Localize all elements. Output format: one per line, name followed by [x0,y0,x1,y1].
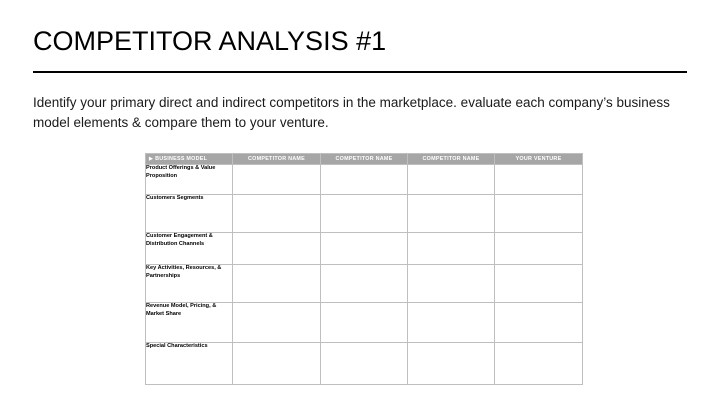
cell-r5-c3[interactable] [408,343,495,385]
slide-subtitle: Identify your primary direct and indirect competitors in the marketplace. evaluate each company’s business model elements & compare them to your venture. [33,95,670,130]
cell-r4-c2[interactable] [321,303,408,343]
row-label-product-offerings: Product Offerings & Value Proposition [146,165,233,195]
column-header-competitor-3: COMPETITOR NAME [408,154,495,165]
cell-r2-c3[interactable] [408,233,495,265]
table-row [146,233,583,265]
business-model-table-wrapper [145,153,582,385]
row-label-customer-engagement: Customer Engagement & Distribution Channels [146,233,233,265]
column-header-business-model [146,154,233,165]
cell-r1-c4[interactable] [495,195,583,233]
cell-r4-c4[interactable] [495,303,583,343]
cell-r5-c4[interactable] [495,343,583,385]
row-label-key-activities: Key Activities, Resources, & Partnerships [146,265,233,303]
column-header-competitor-2: COMPETITOR NAME [321,154,408,165]
cell-r2-c2[interactable] [321,233,408,265]
cell-r3-c3[interactable] [408,265,495,303]
cell-r4-c1[interactable] [233,303,321,343]
row-label-revenue-model: Revenue Model, Pricing, & Market Share [146,303,233,343]
cell-r1-c3[interactable] [408,195,495,233]
cell-r0-c4[interactable] [495,165,583,195]
cell-r0-c1[interactable] [233,165,321,195]
cell-r5-c1[interactable] [233,343,321,385]
business-model-table [145,153,583,385]
row-label-customer-segments: Customers Segments [146,195,233,233]
cell-r5-c2[interactable] [321,343,408,385]
table-row [146,265,583,303]
table-header-row [146,154,583,165]
cell-r2-c1[interactable] [233,233,321,265]
cell-r1-c1[interactable] [233,195,321,233]
cell-r3-c1[interactable] [233,265,321,303]
title-divider [33,71,687,73]
cell-r3-c4[interactable] [495,265,583,303]
cell-r4-c3[interactable] [408,303,495,343]
column-header-competitor-1: COMPETITOR NAME [233,154,321,165]
table-row [146,343,583,385]
cell-r0-c3[interactable] [408,165,495,195]
page-title: COMPETITOR ANALYSIS #1 [33,26,387,56]
caret-right-icon: ▶ [149,156,154,162]
cell-r1-c2[interactable] [321,195,408,233]
column-header-label: BUSINESS MODEL [155,156,208,162]
cell-r0-c2[interactable] [321,165,408,195]
cell-r2-c4[interactable] [495,233,583,265]
cell-r3-c2[interactable] [321,265,408,303]
row-label-special-characteristics: Special Characteristics [146,343,233,385]
table-row [146,195,583,233]
column-header-your-venture: YOUR VENTURE [495,154,583,165]
table-row [146,165,583,195]
table-row [146,303,583,343]
